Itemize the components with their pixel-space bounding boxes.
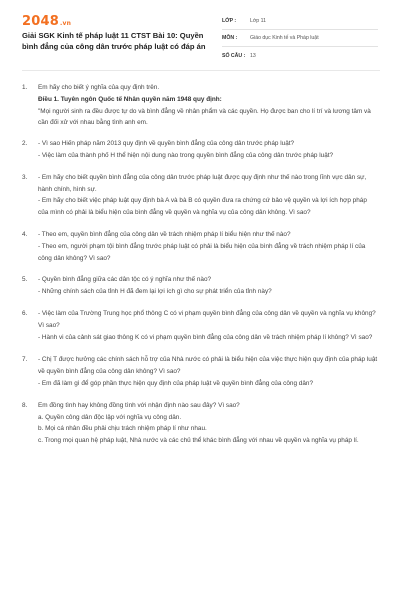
question-text: - Việc làm của thành phố H thể hiện nội dung nào trong quyền bình đẳng của công dân trước pháp luật? (38, 151, 334, 159)
question-option-b: b. Mọi cá nhân đều phải chịu trách nhiệm pháp lí như nhau. (38, 425, 207, 433)
question-text: - Theo em, quyền bình đẳng của công dân về trách nhiệm pháp lí biểu hiện như thế nào? (38, 230, 291, 238)
header-divider (22, 70, 380, 71)
question-text: - Em hãy cho biết việc pháp luật quy định bà A và bà B có quyền đưa ra chứng cứ bảo vệ quyền và lợi ích hợp pháp của mình có phải là biểu hiện của bình đẳng về quyền và nghĩa vụ của công dân không. Vì sao? (38, 197, 367, 217)
question-option-c: c. Trong mọi quan hệ pháp luật, Nhà nước và các chủ thể khác bình đẳng với nhau về quyền và nghĩa vụ pháp lí. (38, 437, 359, 445)
question-number: 5. (22, 276, 28, 284)
question-text: Em hãy cho biết ý nghĩa của quy định trên. (38, 84, 160, 91)
question-text: - Em hãy cho biết quyền bình đẳng của công dân trước pháp luật được quy định như thế nào trong lĩnh vực dân sự, hành chính, hình sự. (38, 173, 367, 193)
question-body (38, 354, 378, 389)
question-text: - Chị T được hưởng các chính sách hỗ trợ của Nhà nước có phải là biểu hiện của việc thực hiện quy định của pháp luật về quyền bình đẳng của công dân không? Vì sao? (38, 356, 378, 376)
question-number: 3. (22, 173, 28, 181)
document-header (0, 0, 400, 68)
question-item (22, 308, 378, 343)
meta-row-subject (222, 30, 378, 47)
question-text: - Hành vi của cảnh sát giao thông K có vi phạm quyền bình đẳng của công dân về trách nhiệm pháp lí không? Vì sao? (38, 333, 373, 341)
question-body (38, 229, 378, 264)
question-body (38, 400, 378, 447)
meta-row-grade (222, 13, 378, 30)
question-text: - Em đã làm gì để góp phần thực hiện quy định của pháp luật về quyền bình đẳng của công dân? (38, 379, 314, 387)
question-number: 1. (22, 84, 28, 91)
meta-info-table (222, 13, 378, 64)
question-item (22, 229, 378, 264)
question-item (22, 354, 378, 389)
question-item (22, 274, 378, 298)
question-number: 8. (22, 401, 28, 409)
question-body (38, 138, 378, 162)
question-option-a: a. Quyền công dân độc lập với nghĩa vụ công dân. (38, 413, 182, 421)
question-text: - Quyền bình đẳng giữa các dân tộc có ý nghĩa như thế nào? (38, 276, 212, 284)
question-list (22, 82, 378, 447)
site-logo[interactable] (22, 14, 71, 29)
question-body (38, 274, 378, 298)
question-text: - Vì sao Hiến pháp năm 2013 quy định về quyền bình đẳng của công dân trước pháp luật? (38, 140, 295, 148)
question-item (22, 400, 378, 447)
meta-row-question-count (222, 47, 378, 64)
question-body (38, 172, 378, 219)
meta-value: Lớp 11 (250, 18, 266, 24)
question-number: 2. (22, 140, 28, 148)
meta-value: 13 (250, 52, 256, 59)
meta-label: MÔN : (222, 35, 238, 41)
meta-label: LỚP : (222, 18, 237, 24)
logo-text: 2048 (22, 14, 59, 29)
question-item (22, 82, 378, 129)
question-quote: "Mọi người sinh ra đều được tự do và bình đẳng về nhân phẩm và các quyền. Họ được ban cho lí trí và lương tâm và cần đối xử với nhau bằng tình anh em. (38, 107, 371, 127)
question-quote-heading: Điều 1. Tuyên ngôn Quốc tế Nhân quyền năm 1948 quy định: (38, 95, 222, 103)
question-number: 7. (22, 356, 28, 364)
question-text: - Những chính sách của tỉnh H đã đem lại lợi ích gì cho sự phát triển của tỉnh này? (38, 288, 272, 296)
meta-label: SỐ CÂU : (222, 52, 246, 59)
question-body (38, 308, 378, 343)
meta-value: Giáo dục Kinh tế và Pháp luật (250, 35, 319, 41)
question-text: Em đồng tình hay không đồng tình với nhận định nào sau đây? Vì sao? (38, 401, 240, 409)
question-item (22, 138, 378, 162)
page-title: Giải SGK Kinh tế pháp luật 11 CTST Bài 10: Quyền bình đẳng của công dân trước pháp luật có đáp án (22, 31, 206, 51)
logo-suffix: .vn (59, 20, 72, 27)
question-number: 6. (22, 309, 28, 317)
question-text: - Việc làm của Trường Trung học phổ thông C có vi phạm quyền bình đẳng của công dân về quyền và nghĩa vụ không? Vì sao? (38, 309, 376, 329)
question-text: - Theo em, người phạm tội bình đẳng trước pháp luật có phải là biểu hiện của bình đẳng về trách nhiệm pháp lí của công dân không? Vì sao? (38, 242, 366, 262)
question-body (38, 82, 378, 129)
question-number: 4. (22, 230, 28, 238)
question-item (22, 172, 378, 219)
